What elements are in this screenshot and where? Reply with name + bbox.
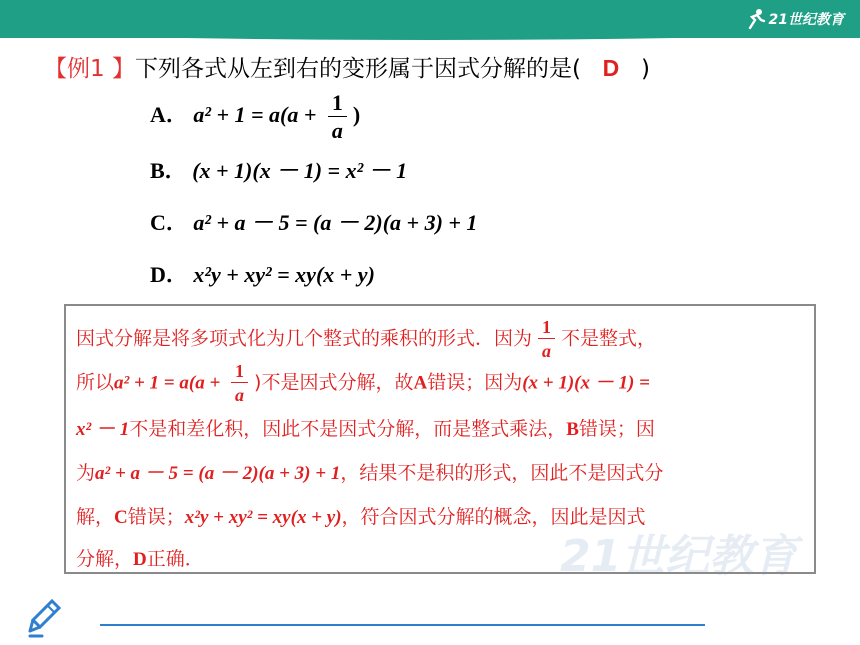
logo-text: 21世纪教育 — [768, 12, 844, 28]
option-a — [150, 92, 360, 142]
text: 错误；因为 — [427, 371, 523, 394]
explanation-line-3 — [76, 414, 655, 441]
explanation-line-1 — [76, 318, 656, 360]
text: 不是整式， — [561, 327, 657, 350]
math: x² － 1 — [76, 419, 130, 440]
text: 不是和差化积，因此不是因式分解，而是整式乘法， — [129, 418, 567, 440]
letter: C — [114, 507, 128, 528]
math: x²y + xy² = xy(x + y) — [184, 507, 342, 528]
text: 因式分解是将多项式化为几个整式的乘积的形式．因为 — [76, 327, 533, 350]
text: 为 — [76, 462, 96, 484]
fraction — [231, 362, 248, 404]
option-letter: D． — [150, 262, 188, 287]
math: a² + 1 = a(a + — [114, 372, 226, 394]
option-d — [150, 258, 375, 289]
runner-logo-icon — [746, 8, 766, 30]
explanation-line-6 — [76, 544, 204, 571]
option-letter: B． — [150, 158, 187, 183]
fraction — [328, 92, 347, 142]
option-expr-close: ) — [352, 102, 361, 128]
pencil-icon — [28, 598, 62, 638]
option-b — [150, 154, 407, 185]
fraction — [538, 318, 555, 360]
watermark-logo: 21世纪教育 — [560, 531, 798, 582]
text: ，符合因式分解的概念，因此是因式 — [341, 506, 646, 528]
text: 所以 — [76, 371, 115, 394]
letter: D — [133, 549, 147, 570]
option-letter: A． — [150, 102, 188, 128]
banner-wave — [0, 30, 860, 44]
fraction-denominator: a — [538, 338, 555, 360]
fraction-numerator: 1 — [331, 90, 343, 115]
text: 正确． — [146, 548, 204, 570]
math: (x + 1)(x － 1) = — [522, 372, 650, 394]
question-text: 下列各式从左到右的变形属于因式分解的是( — [134, 56, 581, 82]
text: 解， — [76, 506, 115, 528]
explanation-line-4 — [76, 458, 663, 485]
option-expr: x²y + xy² = xy(x + y) — [193, 262, 375, 287]
option-expr: a² + a － 5 = (a － 2)(a + 3) + 1 — [193, 210, 478, 235]
fraction-numerator: 1 — [235, 361, 245, 381]
option-c — [150, 206, 477, 237]
answer-letter: D — [602, 55, 620, 81]
fraction-numerator: 1 — [542, 317, 552, 337]
text: 错误； — [127, 506, 185, 528]
letter: A — [413, 372, 428, 394]
explanation-line-5 — [76, 502, 646, 529]
text: 分解， — [76, 548, 134, 570]
text: 错误；因 — [578, 418, 655, 440]
option-letter: C． — [150, 210, 188, 235]
math: a² + a － 5 = (a － 2)(a + 3) + 1 — [95, 463, 341, 484]
fraction-denominator: a — [328, 116, 347, 142]
brand-logo — [746, 6, 844, 32]
fraction-denominator: a — [231, 382, 248, 404]
example-tag: 【例1 】 — [44, 56, 135, 82]
explanation-line-2 — [76, 362, 650, 404]
answer-underline — [100, 624, 705, 626]
text: ，结果不是积的形式，因此不是因式分 — [340, 462, 664, 484]
question-close: ) — [640, 56, 650, 82]
letter: B — [566, 419, 579, 440]
text: )不是因式分解，故 — [254, 371, 414, 394]
option-expr: (x + 1)(x － 1) = x² － 1 — [192, 158, 408, 183]
question — [44, 50, 650, 83]
option-expr: a² + 1 = a(a + — [193, 102, 322, 128]
explanation-box — [64, 304, 816, 574]
